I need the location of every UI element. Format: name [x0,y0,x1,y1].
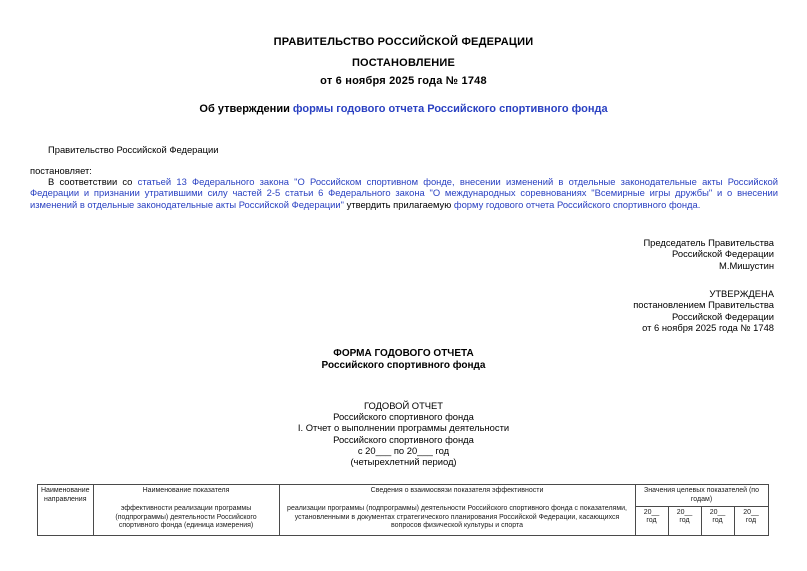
table-cell-year: 20__ год [701,506,734,535]
report-heading-line: Российского спортивного фонда [333,411,474,423]
table-cell-relation-header [279,485,635,536]
form-title-block [0,348,807,372]
table-cell-year: 20__ год [668,506,701,535]
table-cell-year: 20__ год [635,506,668,535]
clause-paragraph [30,176,778,210]
signature-name: М.Мишустин [719,259,774,271]
report-heading-line: (четырехлетний период) [350,456,457,468]
report-heading-line: ГОДОВОЙ ОТЧЕТ [363,400,444,411]
approval-line: Российской Федерации [672,310,774,322]
signature-block [643,237,774,271]
relation-header-continuation: реализации программы (подпрограммы) деятельности Российского спортивного фонда с показателями, установленными в документах стратегического планирования Российской Федерации, касающихся вопросов физической культуры и спорта [287,504,627,530]
relation-header-text: Сведения о взаимосвязи показателя эффективности [370,487,544,494]
report-table [37,484,769,536]
form-title-line: ФОРМА ГОДОВОГО ОТЧЕТА [333,348,474,359]
indicator-header-continuation: эффективности реализации программы (подпрограммы) деятельности Российского спортивного фонда (единица измерения) [115,504,257,530]
direction-header-text: Наименование направления [41,487,90,503]
signature-line: Российской Федерации [672,248,774,260]
approval-block [633,288,774,333]
approval-line: от 6 ноября 2025 года № 1748 [642,321,774,333]
document-title [0,103,807,115]
clause-start-text: В соответствии со [48,176,138,187]
signature-line: Председатель Правительства [643,237,774,248]
intro-paragraph: Правительство Российской Федерации [48,144,219,155]
annual-report-form-link[interactable]: форму годового отчета Российского спортивного фонда. [453,198,701,210]
report-heading-block [0,400,807,467]
report-heading-line: с 20___ по 20___ год [357,444,450,456]
approval-line: УТВЕРЖДЕНА [709,288,774,299]
table-cell-target-values-header [635,485,768,507]
approval-line: постановлением Правительства [633,299,774,311]
table-cell-indicator-header [93,485,279,536]
form-title-line: Российского спортивного фонда [321,359,486,371]
indicator-header-text: Наименование показателя [142,487,230,494]
form-report-title-link[interactable]: формы годового отчета Российского спортивного фонда [292,103,608,115]
target-values-header-text: Значения целевых показателей (по годам) [644,487,759,503]
report-heading-line: Российского спортивного фонда [333,433,474,445]
federal-law-link[interactable]: статьей 13 Федерального закона "О Российском спортивном фонде, внесении изменений в отдельные законодательные акты Российской Федерации и признании утратившими силу частей 2-5 статьи 6 Федерального закона "О международных соревнованиях "Всемирные игры дружбы" и о внесении изменений в отдельные законодательные акты Российской Федерации" [30,176,778,210]
table-cell-direction-header [38,485,94,536]
clause-middle-text: утвердить прилагаемую [343,198,454,210]
document-type: ПОСТАНОВЛЕНИЕ [351,57,456,69]
document-title-prefix: Об утверждении [199,103,293,115]
report-heading-line: I. Отчет о выполнении программы деятельности [297,422,510,434]
resolves-paragraph: постановляет: [30,165,92,176]
document-org-title: ПРАВИТЕЛЬСТВО РОССИЙСКОЙ ФЕДЕРАЦИИ [273,36,534,48]
table-cell-year: 20__ год [734,506,768,535]
document-date-number: от 6 ноября 2025 года № 1748 [320,75,487,87]
